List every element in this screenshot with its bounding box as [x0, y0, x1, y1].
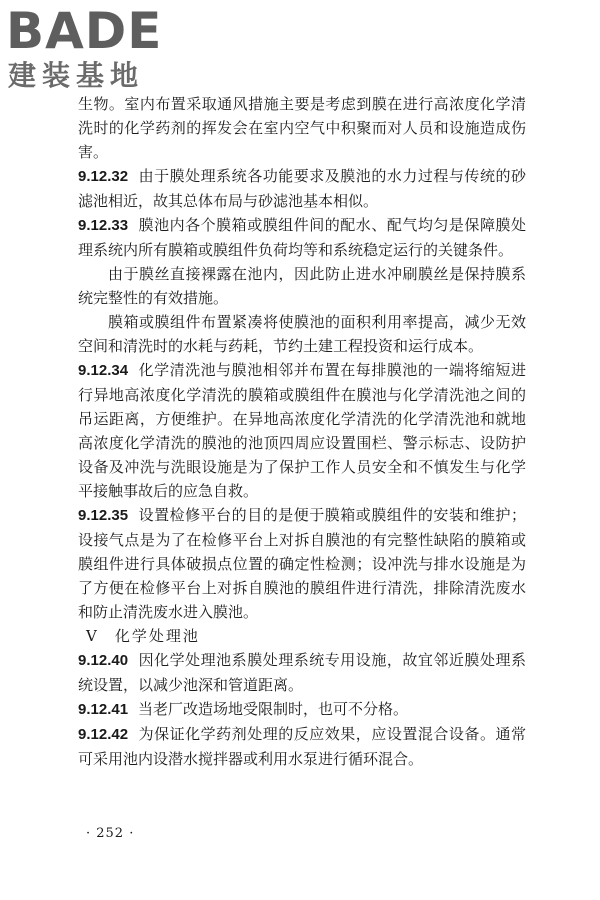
logo-chinese-text: 建装基地	[8, 59, 145, 92]
clause-9-12-33	[78, 213, 526, 262]
paragraph	[78, 262, 526, 310]
paragraph-text: 膜池内各个膜箱或膜组件间的配水、配气均匀是保障膜处理系统内所有膜箱或膜组件负荷均等和系统稳定运行的关键条件。	[78, 216, 526, 259]
paragraph-text: 由于膜丝直接裸露在池内，因此防止进水冲刷膜丝是保持膜系统完整性的有效措施。	[78, 265, 526, 307]
clause-number: 9.12.42	[78, 726, 129, 743]
section-numeral: Ⅴ	[86, 627, 99, 645]
section-title: 化学处理池	[114, 627, 200, 645]
paragraph-text: 由于膜处理系统各功能要求及膜池的水力过程与传统的砂滤池相近，故其总体布局与砂滤池基本相似。	[78, 167, 526, 210]
paragraph	[78, 310, 526, 358]
bade-logo	[6, 4, 181, 96]
clause-9-12-40	[78, 648, 526, 697]
paragraph-text: 为保证化学药剂处理的反应效果，应设置混合设备。通常可采用池内设潜水搅拌器或利用水泵进行循环混合。	[78, 725, 526, 768]
clause-9-12-41	[78, 697, 526, 722]
page-number: · 252 ·	[86, 826, 135, 841]
clause-number: 9.12.35	[78, 507, 129, 524]
paragraph-text: 当老厂改造场地受限制时，也可不分格。	[138, 700, 409, 718]
logo-wordmark: BADE	[6, 2, 163, 60]
clause-9-12-32	[78, 164, 526, 213]
clause-number: 9.12.33	[78, 217, 129, 234]
paragraph-text: 设置检修平台的目的是便于膜箱或膜组件的安装和维护；设接气点是为了在检修平台上对拆自膜池的有完整性缺陷的膜箱或膜组件进行具体破损点位置的确定性检测；设冲洗与排水设施是为了方便在检修平台上对拆自膜池的膜组件进行清洗，排除清洗废水和防止清洗废水进入膜池。	[78, 506, 526, 621]
paragraph-text: 化学清洗池与膜池相邻并布置在每排膜池的一端将缩短进行异地高浓度化学清洗的膜箱或膜组件在膜池与化学清洗池之间的吊运距离，方便维护。在异地高浓度化学清洗的化学清洗池和就地高浓度化学清洗的膜池的池顶四周应设置围栏、警示标志、设防护设备及冲洗与洗眼设施是为了保护工作人员安全和不慎发生与化学平接触事故后的应急自救。	[78, 361, 526, 500]
clause-number: 9.12.32	[78, 168, 129, 185]
clause-9-12-35	[78, 503, 526, 624]
paragraph-text: 因化学处理池系膜处理系统专用设施，故宜邻近膜处理系统设置，以减少池深和管道距离。	[78, 651, 526, 694]
document-body	[78, 92, 526, 771]
paragraph	[78, 92, 526, 164]
clause-number: 9.12.34	[78, 362, 129, 379]
section-heading	[78, 624, 526, 648]
clause-9-12-42	[78, 722, 526, 771]
clause-9-12-34	[78, 358, 526, 503]
clause-number: 9.12.41	[78, 701, 129, 718]
paragraph-text: 生物。室内布置采取通风措施主要是考虑到膜在进行高浓度化学清洗时的化学药剂的挥发会在室内空气中积聚而对人员和设施造成伤害。	[78, 95, 526, 161]
paragraph-text: 膜箱或膜组件布置紧凑将使膜池的面积利用率提高，减少无效空间和清洗时的水耗与药耗，节约土建工程投资和运行成本。	[78, 313, 526, 355]
clause-number: 9.12.40	[78, 652, 129, 669]
